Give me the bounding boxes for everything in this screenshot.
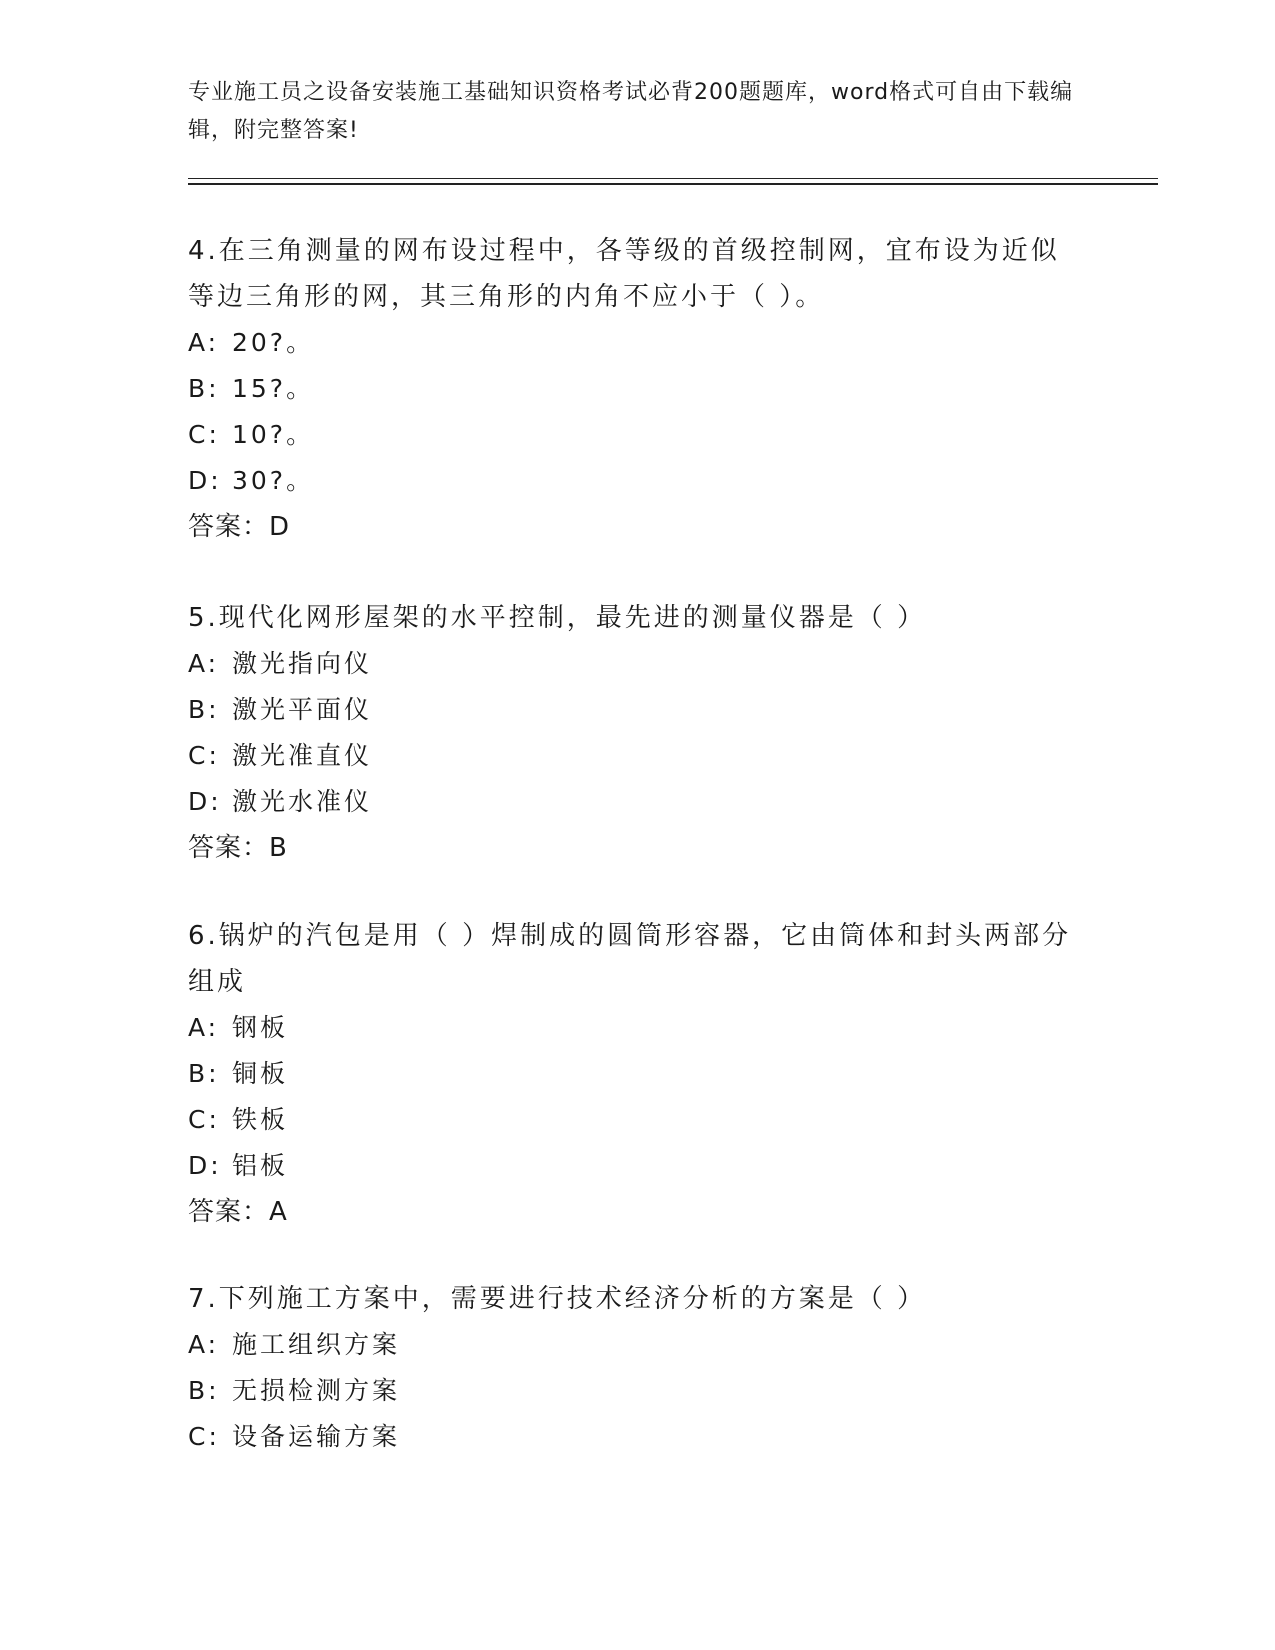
option-key: B: xyxy=(188,374,220,403)
option-key: A: xyxy=(188,1013,220,1042)
option-c xyxy=(188,412,1088,458)
option-text: 钢板 xyxy=(232,1013,289,1042)
option-key: C: xyxy=(188,1422,220,1451)
option-text: 15?。 xyxy=(232,374,315,403)
option-text: 30?。 xyxy=(232,466,315,495)
option-a xyxy=(188,1322,1088,1368)
option-key: C: xyxy=(188,741,220,770)
option-b xyxy=(188,687,1088,733)
option-b xyxy=(188,366,1088,412)
header-divider-thick xyxy=(188,183,1158,185)
option-c xyxy=(188,1414,1088,1460)
option-key: D: xyxy=(188,466,222,495)
option-key: A: xyxy=(188,649,220,678)
question-5 xyxy=(188,595,1088,871)
option-a xyxy=(188,320,1088,366)
option-text: 无损检测方案 xyxy=(232,1376,401,1405)
option-text: 10?。 xyxy=(232,420,315,449)
option-key: B: xyxy=(188,695,220,724)
option-b xyxy=(188,1051,1088,1097)
option-c xyxy=(188,733,1088,779)
option-key: B: xyxy=(188,1059,220,1088)
option-text: 铝板 xyxy=(232,1151,289,1180)
option-key: D: xyxy=(188,787,222,816)
option-text: 设备运输方案 xyxy=(232,1422,401,1451)
question-7 xyxy=(188,1276,1088,1460)
question-4 xyxy=(188,228,1088,550)
option-d xyxy=(188,779,1088,825)
option-text: 铁板 xyxy=(232,1105,289,1134)
answer-line: 答案：A xyxy=(188,1197,288,1227)
question-stem: 6.锅炉的汽包是用（ ）焊制成的圆筒形容器，它由筒体和封头两部分组成 xyxy=(188,921,1072,997)
option-key: A: xyxy=(188,1330,220,1359)
option-text: 激光指向仪 xyxy=(232,649,373,678)
option-text: 激光水准仪 xyxy=(232,787,373,816)
option-key: A: xyxy=(188,328,220,357)
option-key: C: xyxy=(188,420,220,449)
answer-line: 答案：D xyxy=(188,512,291,542)
option-text: 铜板 xyxy=(232,1059,289,1088)
option-key: D: xyxy=(188,1151,222,1180)
option-text: 激光平面仪 xyxy=(232,695,373,724)
question-6 xyxy=(188,913,1088,1235)
option-d xyxy=(188,1143,1088,1189)
option-text: 施工组织方案 xyxy=(232,1330,401,1359)
option-a xyxy=(188,1005,1088,1051)
option-c xyxy=(188,1097,1088,1143)
question-stem: 5.现代化网形屋架的水平控制，最先进的测量仪器是（ ） xyxy=(188,603,927,633)
option-d xyxy=(188,458,1088,504)
answer-line: 答案：B xyxy=(188,833,288,863)
option-a xyxy=(188,641,1088,687)
question-stem: 7.下列施工方案中，需要进行技术经济分析的方案是（ ） xyxy=(188,1284,927,1314)
question-stem: 4.在三角测量的网布设过程中，各等级的首级控制网，宜布设为近似等边三角形的网，其三角形的内角不应小于（ ）。 xyxy=(188,236,1060,312)
option-key: B: xyxy=(188,1376,220,1405)
option-b xyxy=(188,1368,1088,1414)
option-text: 激光准直仪 xyxy=(232,741,373,770)
option-key: C: xyxy=(188,1105,220,1134)
header-divider-thin xyxy=(188,178,1158,179)
option-text: 20?。 xyxy=(232,328,315,357)
document-header: 专业施工员之设备安装施工基础知识资格考试必背200题题库，word格式可自由下载编辑，附完整答案! xyxy=(188,80,1074,143)
